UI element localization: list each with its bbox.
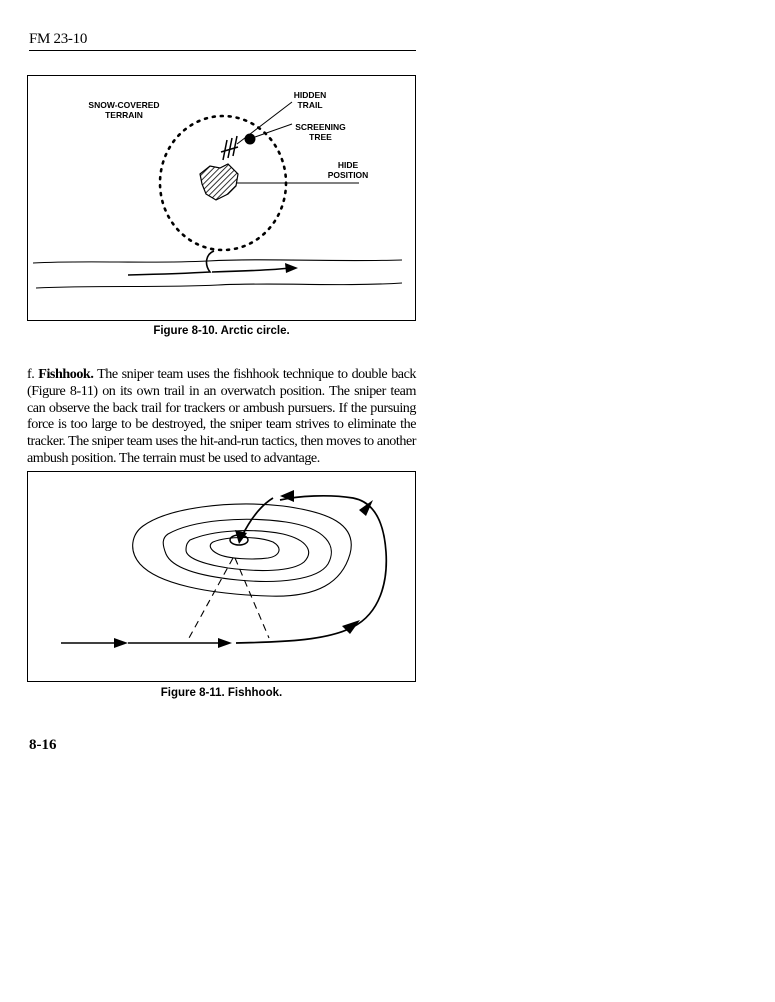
label-snow-covered-terrain: SNOW-COVERED TERRAIN bbox=[88, 100, 160, 120]
hidden-trail-marks bbox=[221, 136, 238, 160]
hook-arrow-right bbox=[342, 620, 360, 634]
label-screening-tree: SCREENING TREE bbox=[295, 122, 346, 142]
paragraph-body: The sniper team uses the fishhook technique to double back (Figure 8-11) on its own trail in an overwatch position. The sniper team can observe the back trail for trackers or ambush pursuers. If the pursuing force is too large to be destroyed, the sniper team strives to eliminate the tracker. The sniper team uses the hit-and-run tactics, then moves to another ambush position. The terrain must be used to advantage. bbox=[27, 366, 416, 466]
fishhook-paragraph bbox=[27, 366, 416, 467]
terrain-line-lower bbox=[36, 283, 402, 288]
figure-fishhook bbox=[27, 471, 416, 682]
screening-tree-mark bbox=[245, 134, 256, 145]
approach-arrow-1 bbox=[114, 638, 128, 648]
label-hidden-trail: HIDDEN TRAIL bbox=[293, 90, 327, 110]
travel-route bbox=[128, 251, 214, 275]
figure-arctic-circle bbox=[27, 75, 416, 321]
document-id: FM 23-10 bbox=[29, 31, 88, 47]
label-hide-position: HIDE POSITION bbox=[327, 160, 369, 180]
contour-1 bbox=[133, 504, 352, 596]
fishhook-diagram bbox=[28, 472, 417, 683]
approach-arrow-2 bbox=[218, 638, 232, 648]
contour-4 bbox=[210, 538, 279, 559]
sight-line-left bbox=[189, 558, 233, 638]
contour-2 bbox=[163, 519, 331, 581]
page-number: 8-16 bbox=[29, 737, 57, 753]
page-header bbox=[29, 30, 416, 51]
hide-position-mark bbox=[200, 164, 238, 200]
figure-8-10-caption: Figure 8-10. Arctic circle. bbox=[153, 325, 290, 337]
route-arrowhead bbox=[285, 263, 298, 273]
paragraph-heading: Fishhook. bbox=[38, 366, 94, 382]
figure-8-11-caption: Figure 8-11. Fishhook. bbox=[160, 687, 283, 699]
contour-3 bbox=[186, 531, 309, 571]
terrain-line-upper bbox=[33, 260, 402, 263]
travel-route-exit bbox=[212, 268, 290, 272]
hook-path bbox=[236, 496, 386, 643]
paragraph-marker: f. bbox=[27, 366, 35, 382]
